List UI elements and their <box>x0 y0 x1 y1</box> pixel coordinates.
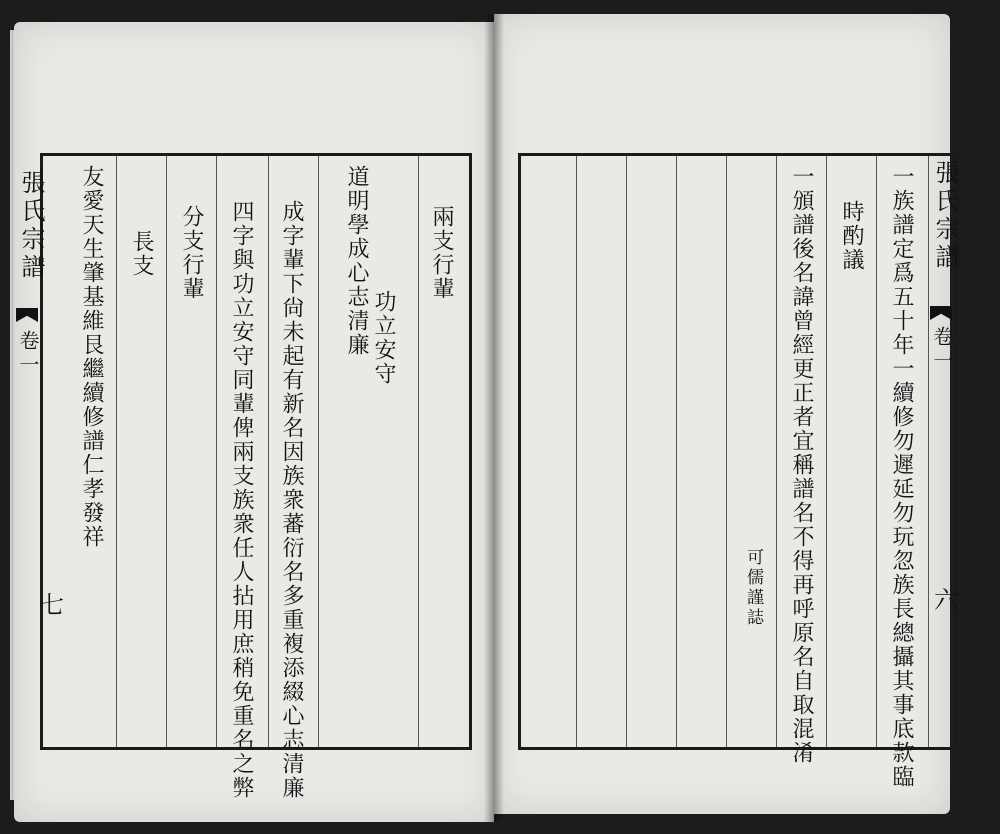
column-rule <box>216 156 217 747</box>
column-text: 四字與功立安守同輩俾兩支族衆任人拈用庶稍免重名之弊 <box>229 200 254 800</box>
column-text: 兩支行輩 <box>429 205 454 301</box>
column-rule <box>776 156 777 747</box>
column-text: 道明學成心志清廉 <box>344 165 369 357</box>
column-rule <box>876 156 877 747</box>
left-margin-title: 張氏宗譜 <box>17 170 45 282</box>
column-rule <box>626 156 627 747</box>
column-text: 功立安守 <box>371 290 396 386</box>
column-text: 一頒譜後名諱曾經更正者宜稱譜名不得再呼原名自取混淆 <box>789 165 814 765</box>
column-rule <box>318 156 319 747</box>
column-rule <box>676 156 677 747</box>
column-rule <box>928 156 929 747</box>
column-rule <box>166 156 167 747</box>
right-margin-title: 張氏宗譜 <box>931 160 959 272</box>
book-gutter <box>484 14 504 822</box>
column-rule <box>726 156 727 747</box>
column-text: 友愛天生肇基維艮繼續修譜仁孝發祥 <box>79 165 104 549</box>
column-rule <box>418 156 419 747</box>
column-rule <box>826 156 827 747</box>
column-text: 長支 <box>129 230 154 278</box>
left-page-number: 七 <box>40 591 64 619</box>
column-text: 一族譜定爲五十年一續修勿遲延勿玩忽族長總攝其事底款臨 <box>889 165 914 789</box>
column-rule <box>268 156 269 747</box>
right-page-number: 六 <box>934 586 958 614</box>
right-margin-volume: 卷一 <box>930 326 954 374</box>
column-rule <box>576 156 577 747</box>
column-rule <box>116 156 117 747</box>
column-text: 時酌議 <box>839 200 864 272</box>
left-text-frame <box>40 153 472 750</box>
column-text: 可儒謹誌 <box>743 548 763 628</box>
column-text: 分支行輩 <box>179 205 204 301</box>
left-margin-volume: 卷一 <box>16 330 40 378</box>
column-text: 成字輩下尙未起有新名因族衆蕃衍名多重複添綴心志清廉 <box>279 200 304 800</box>
